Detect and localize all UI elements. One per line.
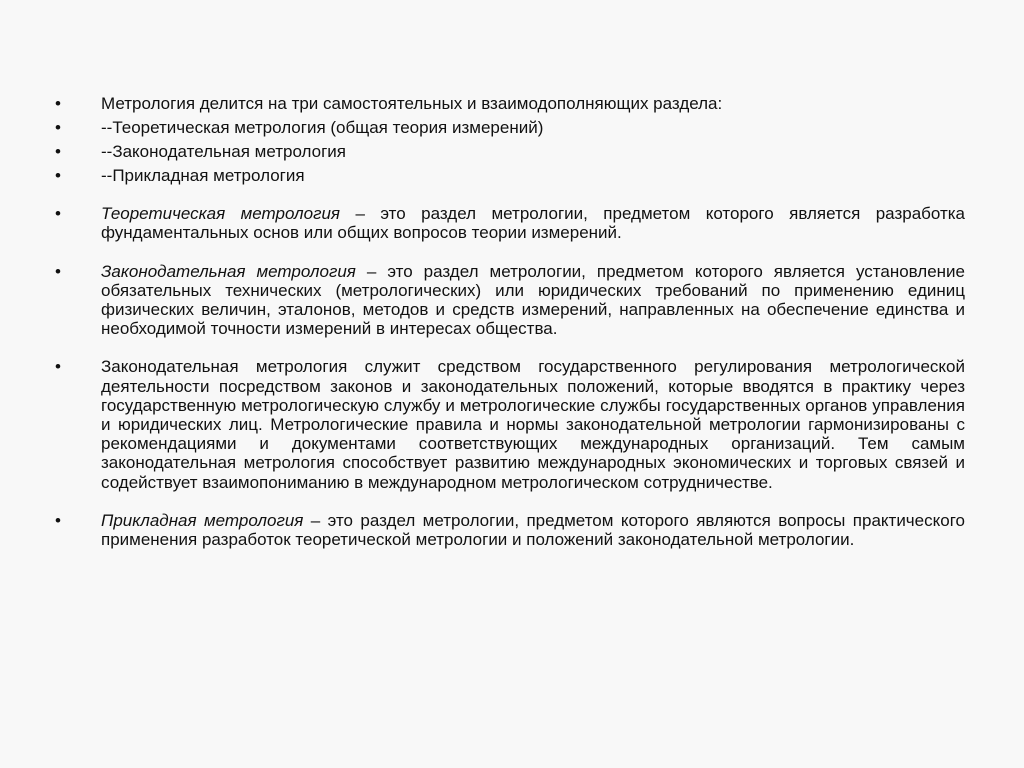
bullet-list [55,94,965,554]
list-item-theoretical-short [55,118,965,137]
list-item-applied-short [55,166,965,185]
list-item-legislative-role [55,357,965,491]
applied-short-text: --Прикладная метрология [101,166,305,185]
applied-term: Прикладная метрология [101,510,304,530]
bullet-marker: • [55,94,61,113]
intro-text: Метрология делится на три самостоятельных и взаимодополняющих раздела: [101,94,723,113]
theoretical-term: Теоретическая метрология [101,204,341,224]
applied-definition-text: – это раздел метрологии, предметом которого являются вопросы практического применения разработок теоретической метрологии и положений законодательной метрологии. [101,510,965,550]
bullet-marker: • [55,510,61,530]
legislative-definition-text: – это раздел метрологии, предметом которого является установление обязательных технических (метрологических) или юридических требований по применению единиц физических величин, эталонов, методов и средств измерений, направленных на обеспечение единства и необходимой точности измерений в интересах общества. [101,261,966,339]
bullet-marker: • [55,357,61,377]
theoretical-short-text: --Теоретическая метрология (общая теория измерений) [101,118,544,137]
legislative-term: Законодательная метрология [101,261,356,281]
list-item-theoretical-definition [55,204,965,242]
legislative-short-text: --Законодательная метрология [101,142,346,161]
list-item-legislative-short [55,142,965,161]
theoretical-definition-text: – это раздел метрологии, предметом которого является разработка фундаментальных основ или общих вопросов теории измерений. [101,204,966,243]
bullet-marker: • [55,118,61,137]
list-item-applied-definition [55,511,965,549]
bullet-marker: • [55,166,61,185]
list-item-intro [55,94,965,113]
bullet-marker: • [55,204,61,224]
bullet-marker: • [55,261,61,281]
bullet-marker: • [55,142,61,161]
legislative-role-text: Законодательная метрология служит средством государственного регулирования метрологической деятельности посредством законов и законодательных положений, которые вводятся в практику через государственную метрологическую службу и метрологические службы государственных органов управления и юридических лиц. Метрологические правила и нормы законодательной метрологии гармонизированы с рекомендациями и документами соответствующих международных организаций. Тем самым законодательная метрология способствует развитию международных экономических и торговых связей и содействует взаимопониманию в международном метрологическом сотрудничестве. [101,357,965,492]
list-item-legislative-definition [55,262,965,339]
